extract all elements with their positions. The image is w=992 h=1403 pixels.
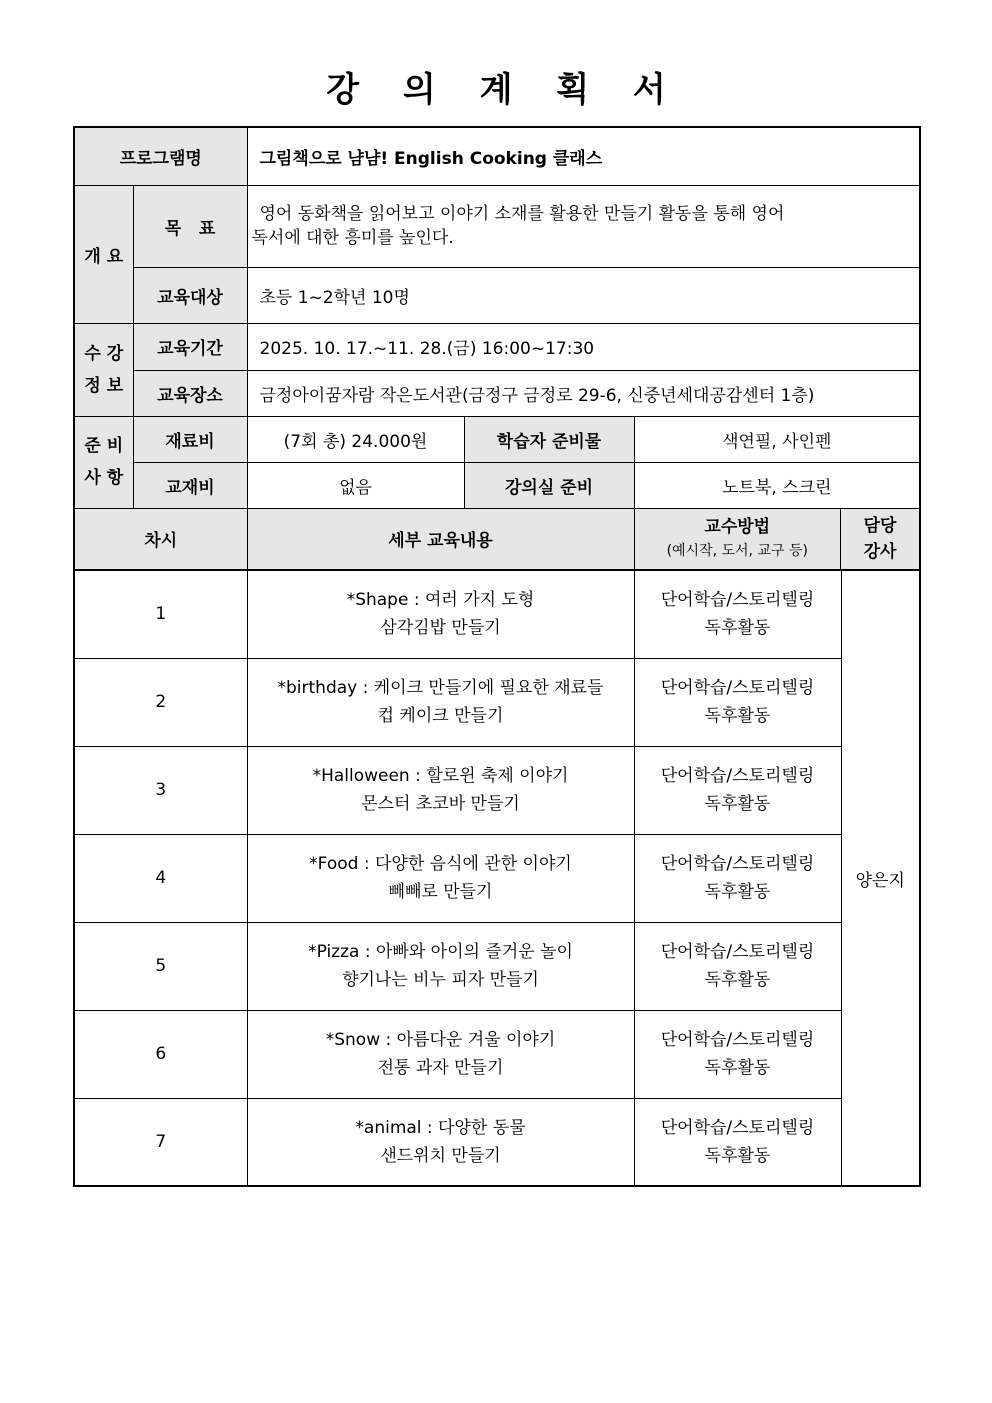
col-content: 세부 교육내용 <box>247 508 634 570</box>
session-method-line-1: 단어학습/스토리텔링 <box>660 590 815 611</box>
course-info-section-line-1: 수 강 <box>84 343 124 364</box>
session-content <box>247 570 634 658</box>
session-method-line-1: 단어학습/스토리텔링 <box>660 942 815 962</box>
session-method <box>634 746 841 834</box>
session-method-line-2: 독후활동 <box>704 970 771 990</box>
program-name: 그림책으로 냠냠! English Cooking 클래스 <box>247 127 920 185</box>
goal-label: 목 표 <box>133 185 247 267</box>
session-method <box>634 570 841 658</box>
session-number: 2 <box>74 658 247 746</box>
session-number: 5 <box>74 922 247 1010</box>
page-title: 강 의 계 획 서 <box>326 70 682 110</box>
instructor-name: 양은지 <box>841 570 920 1186</box>
session-number: 7 <box>74 1098 247 1186</box>
col-method-label: 교수방법 <box>704 516 771 537</box>
session-method-line-2: 독후활동 <box>704 618 771 639</box>
schedule-row <box>74 1010 920 1098</box>
schedule-table <box>73 569 921 1187</box>
learner-prep-label: 학습자 준비물 <box>464 416 634 462</box>
col-session: 차시 <box>74 508 247 570</box>
prep-section-line-2: 사 항 <box>84 468 124 488</box>
schedule-row <box>74 746 920 834</box>
schedule-row <box>74 834 920 922</box>
target-value: 초등 1~2학년 10명 <box>247 267 920 323</box>
material-fee-label: 재료비 <box>133 416 247 462</box>
material-fee-value: (7회 총) 24.000원 <box>247 416 464 462</box>
session-method-line-1: 단어학습/스토리텔링 <box>660 766 815 786</box>
room-prep-value: 노트북, 스크린 <box>634 462 920 508</box>
session-number: 4 <box>74 834 247 922</box>
session-number: 3 <box>74 746 247 834</box>
textbook-fee-value: 없음 <box>247 462 464 508</box>
col-method <box>635 509 841 569</box>
col-instructor-line-1: 담당 <box>863 515 897 536</box>
session-topic: *animal : 다양한 동물 <box>355 1117 526 1138</box>
overview-section: 개 요 <box>74 185 133 323</box>
session-activity: 몬스터 초코바 만들기 <box>361 794 520 814</box>
period-value: 2025. 10. 17.~11. 28.(금) 16:00~17:30 <box>247 323 920 370</box>
session-activity: 전통 과자 만들기 <box>377 1058 504 1078</box>
col-method-note: (예시작, 도서, 교구 등) <box>666 542 808 559</box>
goal-line-1: 영어 동화책을 읽어보고 이야기 소재를 활용한 만들기 활동을 통해 영어 <box>259 204 785 224</box>
session-method <box>634 922 841 1010</box>
session-activity: 향기나는 비누 피자 만들기 <box>342 970 539 990</box>
session-method <box>634 834 841 922</box>
session-topic: *Food : 다양한 음식에 관한 이야기 <box>309 854 572 874</box>
session-activity: 샌드위치 만들기 <box>380 1145 501 1166</box>
session-content <box>247 1098 634 1186</box>
method-instructor-header <box>634 508 920 570</box>
session-activity: 삼각김밥 만들기 <box>380 618 501 639</box>
goal-text <box>247 185 920 267</box>
session-method <box>634 658 841 746</box>
textbook-fee-label: 교재비 <box>133 462 247 508</box>
col-instructor <box>841 509 920 569</box>
session-method-line-1: 단어학습/스토리텔링 <box>660 678 815 698</box>
plan-info-table <box>73 126 921 571</box>
session-method <box>634 1098 841 1186</box>
schedule-row <box>74 658 920 746</box>
place-value: 금정아이꿈자람 작은도서관(금정구 금정로 29-6, 신중년세대공감센터 1층) <box>247 370 920 416</box>
prep-section-line-1: 준 비 <box>84 436 124 456</box>
session-content <box>247 922 634 1010</box>
schedule-row <box>74 570 920 658</box>
session-method-line-1: 단어학습/스토리텔링 <box>660 1117 815 1138</box>
session-content <box>247 834 634 922</box>
session-topic: *Snow : 아름다운 겨울 이야기 <box>325 1030 556 1050</box>
course-info-section-line-2: 정 보 <box>84 375 124 396</box>
session-method-line-1: 단어학습/스토리텔링 <box>660 854 815 874</box>
session-number: 6 <box>74 1010 247 1098</box>
schedule-row <box>74 1098 920 1186</box>
schedule-row <box>74 922 920 1010</box>
program-label: 프로그램명 <box>74 127 247 185</box>
session-method-line-1: 단어학습/스토리텔링 <box>660 1030 815 1050</box>
course-info-section <box>74 323 133 416</box>
session-method-line-2: 독후활동 <box>704 1058 771 1078</box>
prep-section <box>74 416 133 508</box>
session-topic: *birthday : 케이크 만들기에 필요한 재료들 <box>277 678 604 698</box>
session-method <box>634 1010 841 1098</box>
session-method-line-2: 독후활동 <box>704 794 771 814</box>
session-method-line-2: 독후활동 <box>704 706 771 726</box>
room-prep-label: 강의실 준비 <box>464 462 634 508</box>
session-topic: *Pizza : 아빠와 아이의 즐거운 놀이 <box>308 942 573 962</box>
goal-line-2: 독서에 대한 흥미를 높인다. <box>251 228 454 248</box>
session-content <box>247 746 634 834</box>
session-content <box>247 658 634 746</box>
session-number: 1 <box>74 570 247 658</box>
target-label: 교육대상 <box>133 267 247 323</box>
place-label: 교육장소 <box>133 370 247 416</box>
session-activity: 빼빼로 만들기 <box>388 882 493 902</box>
period-label: 교육기간 <box>133 323 247 370</box>
learner-prep-value: 색연필, 사인펜 <box>634 416 920 462</box>
col-instructor-line-2: 강사 <box>863 541 897 562</box>
session-method-line-2: 독후활동 <box>704 882 771 902</box>
session-topic: *Halloween : 할로윈 축제 이야기 <box>312 766 569 786</box>
session-content <box>247 1010 634 1098</box>
session-method-line-2: 독후활동 <box>704 1145 771 1166</box>
session-activity: 컵 케이크 만들기 <box>377 706 504 726</box>
session-topic: *Shape : 여러 가지 도형 <box>346 590 535 611</box>
